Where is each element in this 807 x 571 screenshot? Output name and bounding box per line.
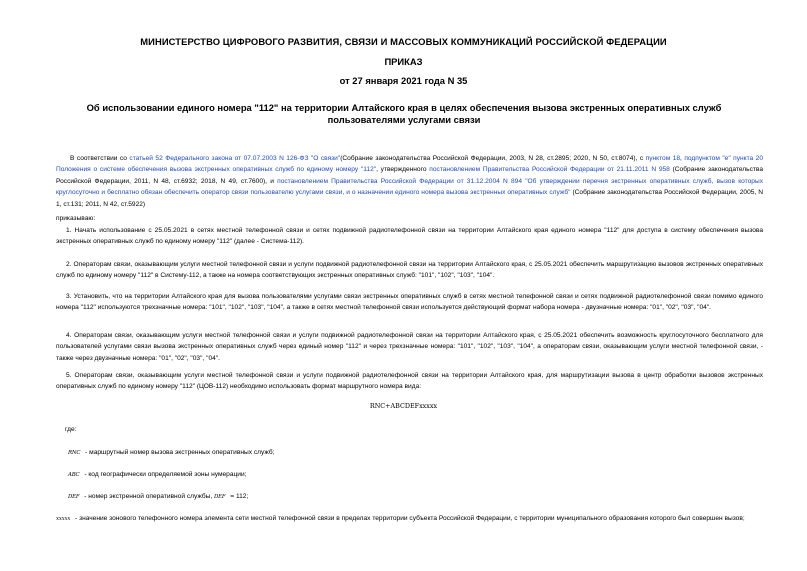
symbol-rnc: RNC bbox=[68, 450, 81, 456]
ministry-heading: МИНИСТЕРСТВО ЦИФРОВОГО РАЗВИТИЯ, СВЯЗИ И МАССОВЫХ КОММУНИКАЦИЙ РОССИЙСКОЙ ФЕДЕРАЦИИ bbox=[140, 36, 667, 47]
definition-rnc bbox=[68, 447, 758, 459]
routing-number-formula: RNC+ABCDEFxxxxx bbox=[369, 402, 438, 410]
definition-text: = 112; bbox=[228, 493, 249, 500]
definition-text: - значение зонового телефонного номера элемента сети местной телефонной связи в пределах территории субъекта Российской Федерации, с территории муниципального образования которого был совершен вызов; bbox=[73, 515, 745, 522]
symbol-def: DEF bbox=[68, 494, 80, 500]
preamble-text: (Собрание законодательства Российской Федерации, 2003, N 28, ст.2895; 2020, N 50, ст.8074), с bbox=[340, 155, 646, 162]
document-type: ПРИКАЗ bbox=[384, 56, 423, 67]
link-article-52[interactable]: статьей 52 Федерального закона от 07.07.2003 N 126-ФЗ "О связи" bbox=[129, 155, 341, 162]
preamble-text: В соответствии со bbox=[70, 155, 130, 162]
order-item-1: 1. Начать использование с 25.05.2021 в сетях местной телефонной связи и сетях подвижной радиотелефонной связи на территории Алтайского края единого номера "112" для доступа в систему обеспечения вызова экстренных оперативных служб по единому номеру "112" (далее - Система-112). bbox=[56, 227, 763, 246]
definition-abc bbox=[68, 469, 758, 481]
symbol-def-inline: DEF bbox=[214, 494, 226, 500]
link-decree-894[interactable]: постановлением Правительства Российской Федерации от 31.12.2004 N 894 "Об утверждении перечня экстренных оперативных служб, вызов которых круглосуточно и бесплатно обязан обеспечить оператор связи пользователю услугами связи, и о назначении единого номера вызова экстренных оперативных служб" bbox=[56, 177, 763, 197]
link-subpoint-e[interactable]: подпунктом "е" пункта 20 Положения о системе обеспечения вызова экстренных оперативных служб по единому номеру "112" bbox=[56, 155, 763, 174]
definition-text: - код географически определяемой зоны нумерации; bbox=[82, 471, 247, 478]
where-word: где: bbox=[65, 426, 77, 433]
preamble-text: , bbox=[680, 155, 685, 162]
definition-text: - номер экстренной оперативной службы, bbox=[82, 493, 215, 500]
preamble-text: (Собрание законодательства Российской Федерации, 2011, N 48, ст.6932; 2018, N 49, ст.7600), и bbox=[56, 166, 763, 185]
definition-text: - маршрутный номер вызова экстренных оперативных служб; bbox=[83, 449, 275, 456]
definition-xxxxx bbox=[56, 513, 763, 525]
symbol-abc: ABC bbox=[68, 472, 80, 478]
order-word: приказываю: bbox=[56, 215, 96, 222]
document-title: Об использовании единого номера "112" на территории Алтайского края в целях обеспечения вызова экстренных оперативных служб пользователями услугами связи bbox=[86, 102, 722, 125]
document-date-number: от 27 января 2021 года N 35 bbox=[339, 75, 468, 86]
order-item-5: 5. Операторам связи, оказывающим услуги местной телефонной связи и услуги подвижной радиотелефонной связи на территории Алтайского края, для маршрутизации вызова в центр обработки вызовов экстренных оперативных служб по единому номеру "112" (ЦОВ-112) необходимо использовать формат маршрутного номера вида: bbox=[56, 372, 763, 391]
definition-def bbox=[68, 491, 758, 503]
preamble-text: , утвержденного bbox=[376, 166, 430, 174]
link-decree-958[interactable]: постановлением Правительства Российской Федерации от 21.11.2011 N 958 bbox=[429, 166, 670, 174]
preamble-text: (Собрание законодательства Российской Федерации, 2005, N 1, ст.131; 2011, N 42, ст.5922) bbox=[56, 189, 764, 208]
preamble-paragraph bbox=[56, 153, 763, 210]
link-point-18[interactable]: пунктом 18 bbox=[645, 155, 681, 162]
order-item-3: 3. Установить, что на территории Алтайского края для вызова пользователями услугами связи экстренных оперативных служб в сетях местной телефонной связи и сетях подвижной радиотелефонной связи помимо единого номера "112" используются трехзначные номера: "101", "102", "103", "104", а также в сетях местной телефонной связи используется действующий формат набора номера - двузначные номера: "01", "02", "03", "04". bbox=[56, 293, 763, 312]
order-item-4: 4. Операторам связи, оказывающим услуги местной телефонной связи и услуги подвижной радиотелефонной связи на территории Алтайского края, с 25.05.2021 обеспечить возможность круглосуточного бесплатного для пользователей услугами связи вызова экстренных оперативных служб через единый номер "112" и через трехзначные номера: "101", "102", "103", "104", а операторам связи, оказывающим услуги местной телефонной связи, - также через двузначные номера: "01", "02", "03", "04". bbox=[56, 332, 763, 362]
order-item-2: 2. Операторам связи, оказывающим услуги местной телефонной связи и услуги подвижной радиотелефонной связи на территории Алтайского края, с 25.05.2021 обеспечить маршрутизацию вызовов экстренных оперативных служб по единому номеру "112" в Систему-112, а также на номера соответствующих экстренных оперативных служб: "101", "102", "103", "104". bbox=[56, 261, 763, 280]
symbol-xxxxx: xxxxx bbox=[56, 516, 71, 522]
